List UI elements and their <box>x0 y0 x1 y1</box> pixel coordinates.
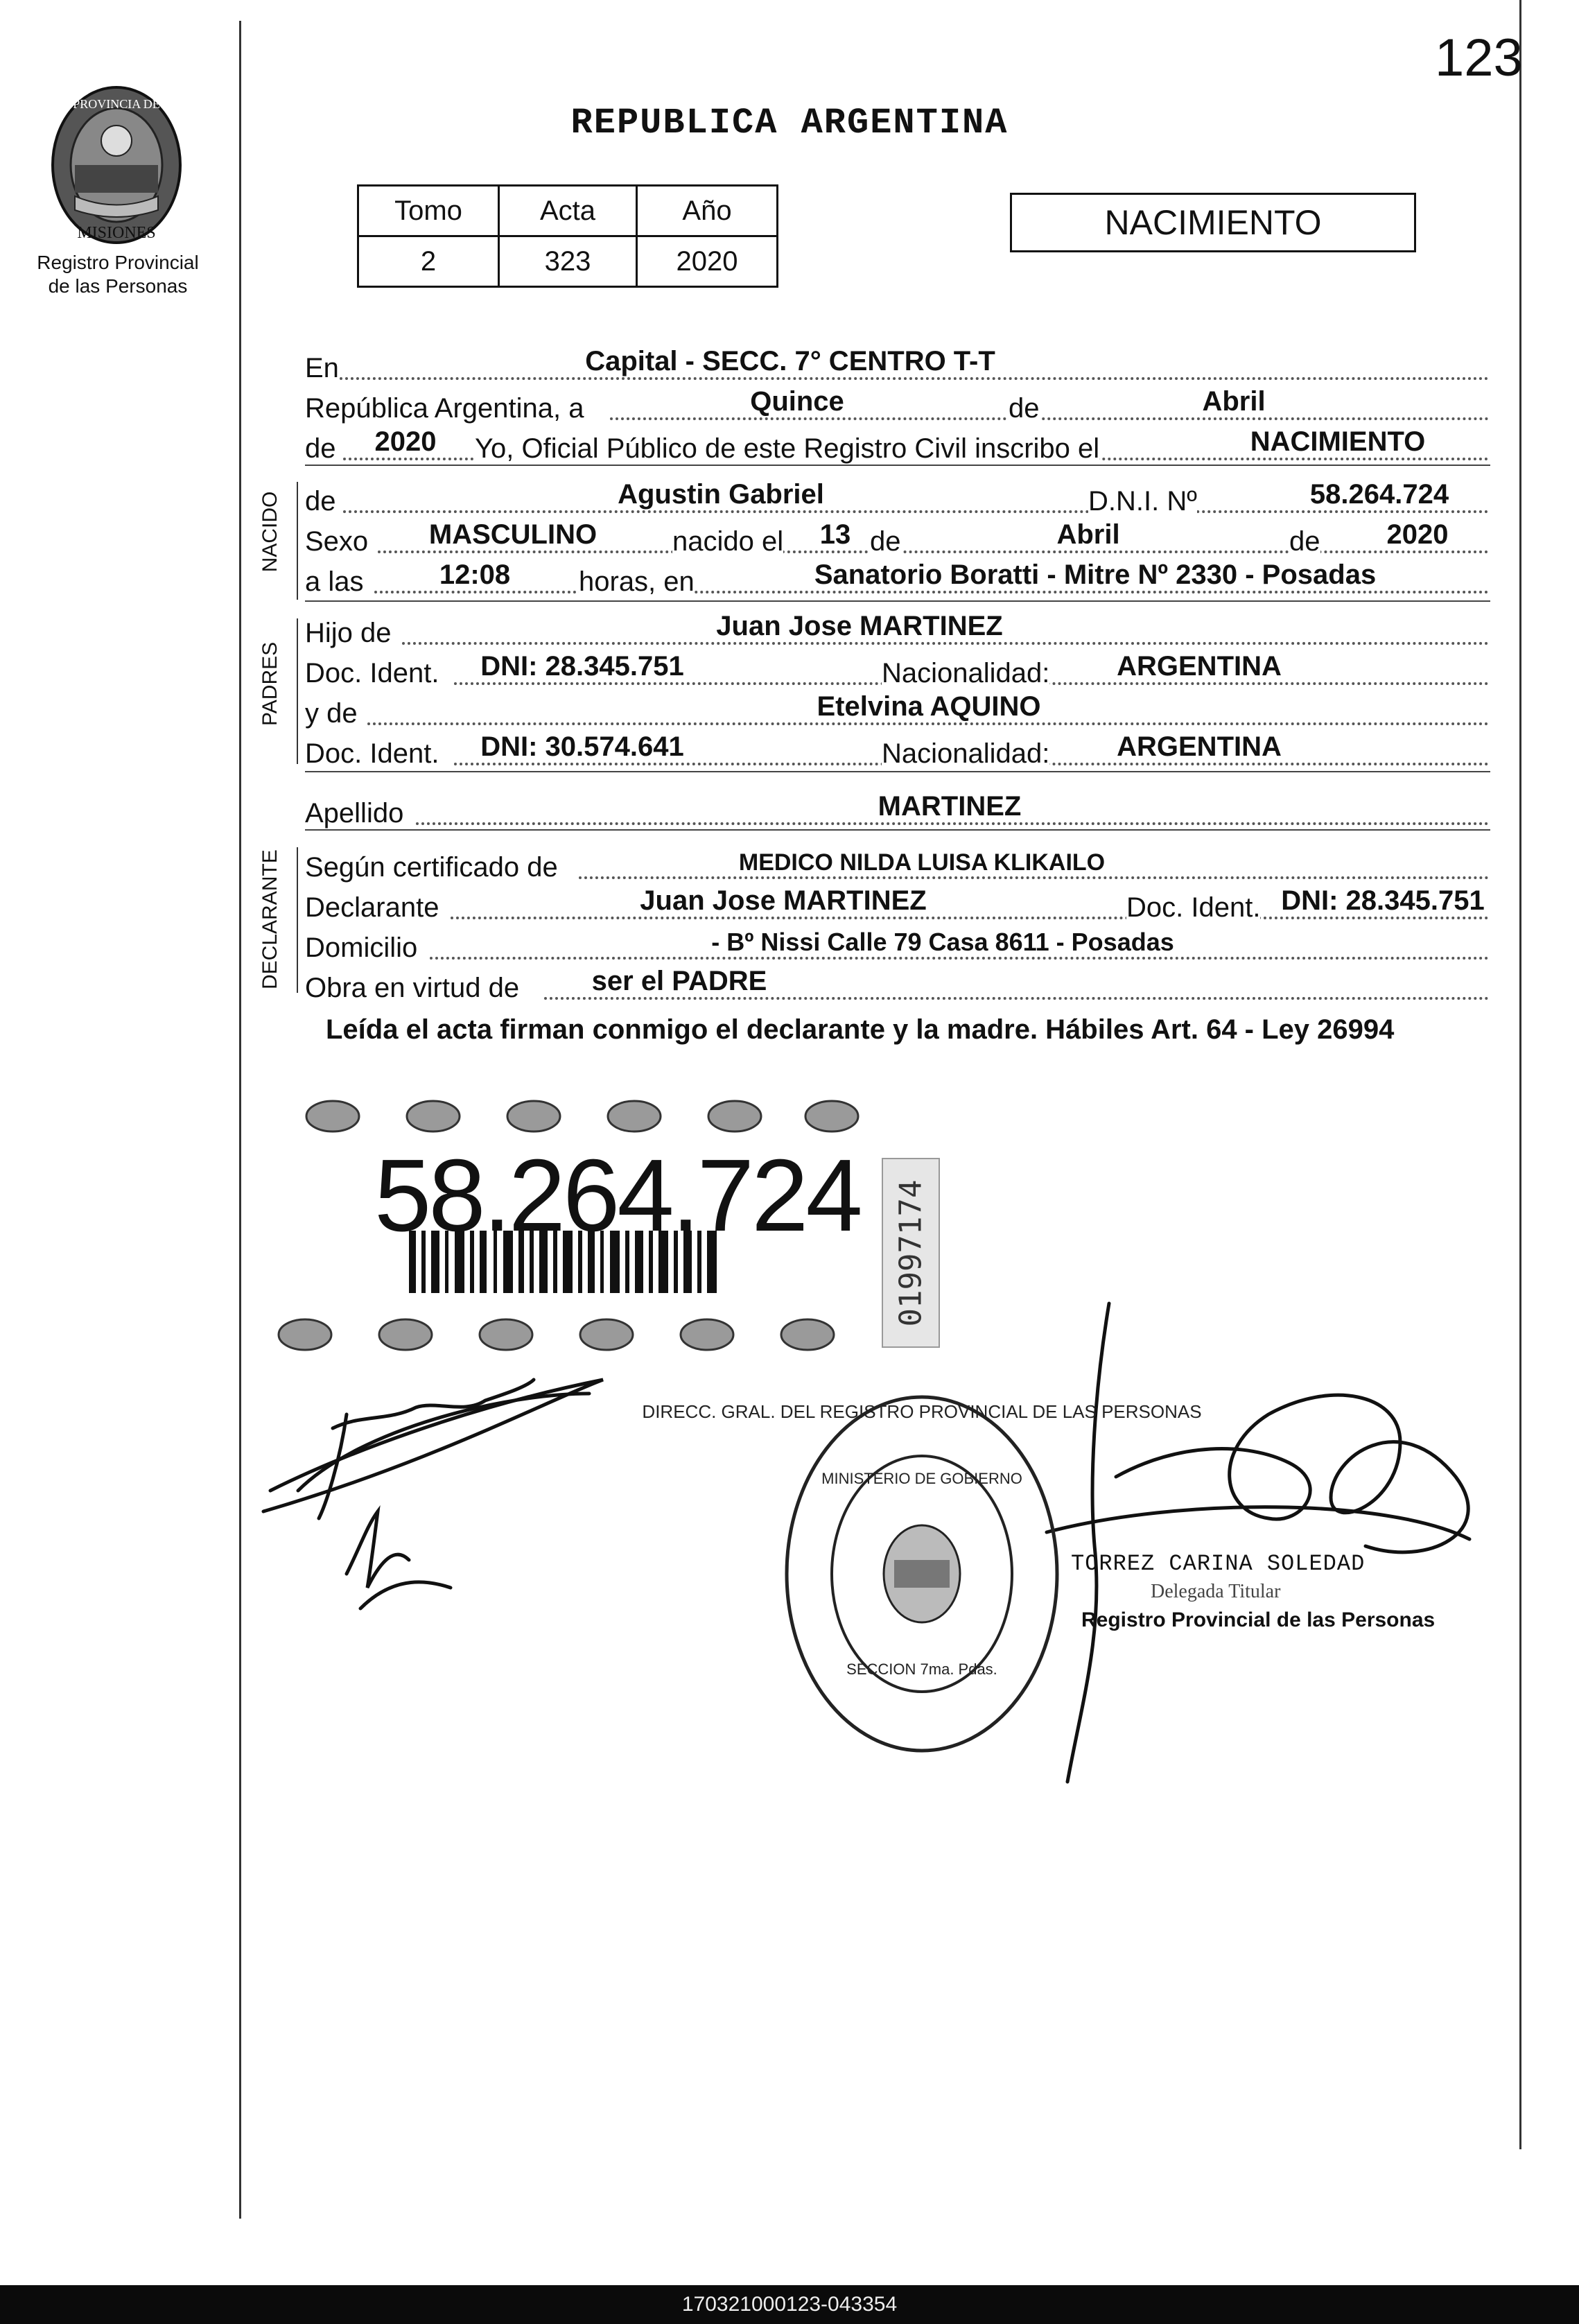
svg-text:SECCION 7ma. Pdas.: SECCION 7ma. Pdas. <box>846 1660 997 1678</box>
page-number: 123 <box>1435 28 1523 87</box>
birth-place: Sanatorio Boratti - Mitre Nº 2330 - Posadas <box>814 560 1377 590</box>
declarant-row: Declarante Juan Jose MARTINEZ Doc. Ident. DNI: 28.345.751 <box>305 885 1489 923</box>
reason-row: Obra en virtud de ser el PADRE <box>305 965 1489 1004</box>
anio-header: Año <box>637 186 778 236</box>
birth-date-row: Sexo MASCULINO nacido el 13 de Abril de 2020 <box>305 519 1489 557</box>
mother-nationality: ARGENTINA <box>1117 731 1282 762</box>
official-stamp <box>642 1387 1202 1761</box>
mother-name: Etelvina AQUINO <box>817 691 1041 722</box>
father-doc: DNI: 28.345.751 <box>480 651 684 682</box>
serial-number-box: 01997174 <box>882 1158 940 1348</box>
closing-note: Leída el acta firman conmigo el declarante y la madre. Hábiles Art. 64 - Ley 26994 <box>326 1014 1395 1045</box>
record-type-box: NACIMIENTO <box>1010 193 1416 252</box>
record-value: NACIMIENTO <box>1250 426 1426 457</box>
birth-place-row: a las 12:08 horas, en Sanatorio Boratti - Mitre Nº 2330 - Posadas <box>305 559 1489 598</box>
father-name: Juan Jose MARTINEZ <box>716 611 1003 641</box>
declarant-doc: DNI: 28.345.751 <box>1281 885 1485 916</box>
mother-row: y de Etelvina AQUINO <box>305 691 1489 729</box>
record-reference-table <box>357 184 778 288</box>
birth-month: Abril <box>1056 519 1120 550</box>
inscription-row: de 2020 Yo, Oficial Público de este Registro Civil inscribo el NACIMIENTO <box>305 426 1489 465</box>
registry-label: Registro Provincial de las Personas <box>37 252 199 297</box>
nacido-side-label: NACIDO <box>259 491 281 573</box>
svg-text:MISIONES: MISIONES <box>77 224 156 242</box>
declarant-reason: ser el PADRE <box>591 966 767 996</box>
child-name: Agustin Gabriel <box>618 479 824 510</box>
date-day: Quince <box>750 386 844 417</box>
anio-value: 2020 <box>637 236 778 287</box>
child-sex: MASCULINO <box>428 519 597 550</box>
surname: MARTINEZ <box>878 791 1022 822</box>
certificate-row: Según certificado de MEDICO NILDA LUISA KLIKAILO <box>305 844 1489 883</box>
mother-doc: DNI: 30.574.641 <box>480 731 684 762</box>
certificate-doctor: MEDICO NILDA LUISA KLIKAILO <box>738 849 1106 876</box>
birth-year: 2020 <box>1386 519 1449 550</box>
padres-side-label: PADRES <box>259 641 281 726</box>
mother-doc-row: Doc. Ident. DNI: 30.574.641 Nacionalidad: ARGENTINA <box>305 731 1489 770</box>
date-year: 2020 <box>374 426 437 457</box>
child-dni: 58.264.724 <box>1309 479 1449 510</box>
date-month: Abril <box>1202 386 1266 417</box>
date-row: República Argentina, a Quince de Abril <box>305 385 1489 424</box>
right-margin-line <box>1519 0 1521 2149</box>
acta-header: Acta <box>499 186 637 236</box>
surname-row: Apellido MARTINEZ <box>305 790 1489 829</box>
official-role: Delegada Titular <box>1151 1581 1281 1602</box>
acta-value: 323 <box>499 236 637 287</box>
footer-code-bar: 170321000123-043354 <box>0 2285 1579 2324</box>
tomo-value: 2 <box>358 236 499 287</box>
father-nationality: ARGENTINA <box>1117 651 1282 682</box>
sticker-dni-number: 58.264.724 <box>374 1138 860 1253</box>
svg-text:PROVINCIA DE: PROVINCIA DE <box>73 97 160 111</box>
declarant-name: Juan Jose MARTINEZ <box>640 885 927 916</box>
country-title: REPUBLICA ARGENTINA <box>570 103 1009 144</box>
tomo-header: Tomo <box>358 186 499 236</box>
place-row: En Capital - SECC. 7° CENTRO T-T <box>305 345 1489 384</box>
declarant-signature <box>256 1352 617 1657</box>
place-value: Capital - SECC. 7° CENTRO T-T <box>585 346 995 376</box>
official-name: TORREZ CARINA SOLEDAD <box>1071 1551 1366 1577</box>
child-name-row: de Agustin Gabriel D.N.I. Nº 58.264.724 <box>305 478 1489 517</box>
birth-time: 12:08 <box>439 560 511 590</box>
father-doc-row: Doc. Ident. DNI: 28.345.751 Nacionalidad: ARGENTINA <box>305 650 1489 689</box>
father-row: Hijo de Juan Jose MARTINEZ <box>305 610 1489 649</box>
address-row: Domicilio - Bº Nissi Calle 79 Casa 8611 - Posadas <box>305 925 1489 964</box>
birth-day: 13 <box>819 519 851 550</box>
svg-text:MINISTERIO DE GOBIERNO: MINISTERIO DE GOBIERNO <box>821 1470 1022 1487</box>
svg-text:DIRECC. GRAL. DEL REGISTRO PRO: DIRECC. GRAL. DEL REGISTRO PROVINCIAL DE LAS PERSONAS <box>642 1401 1202 1422</box>
official-office: Registro Provincial de las Personas <box>1081 1608 1436 1631</box>
left-margin-line <box>239 21 241 2219</box>
declarant-address: - Bº Nissi Calle 79 Casa 8611 - Posadas <box>711 928 1174 956</box>
declarante-side-label: DECLARANTE <box>259 849 281 989</box>
